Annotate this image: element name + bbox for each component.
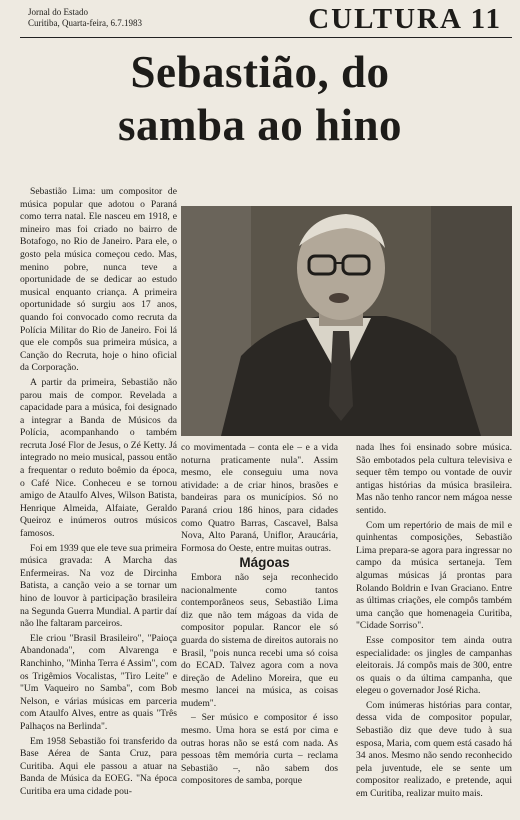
portrait-photo — [181, 206, 512, 436]
newspaper-name: Jornal do Estado — [28, 7, 88, 17]
paragraph: A partir da primeira, Sebastião não parou mais de compor. Revelada a capacidade para a música, foi designado a integrar a Banda de Músicos da Polícia, acompanhando o também recruta José Flor de Jesus, o Zé Ketty. Já integrado no meio musical, passou então a frequentar o reduto boêmio da época, o Café Nice. Conheceu e se tornou amigo de Ataulfo Alves, Wilson Batista, Henrique Almeida, Alfaiate, Geraldo Queiroz e inúmeros outros músicos famosos. — [20, 376, 177, 540]
subheading: Mágoas — [239, 555, 290, 571]
article-column-3 — [356, 442, 512, 820]
paragraph: Foi em 1939 que ele teve sua primeira música gravada: A Marcha das Enfermeiras. Na voz de Dircinha Batista, a canção veio a se tornar um hino de louvor à participação brasileira na Segunda Guerra Mundial. A partir daí não lhe faltaram parceiros. — [20, 542, 177, 630]
article-column-1 — [20, 186, 177, 820]
article-column-2 — [181, 442, 338, 820]
dateline: Curitiba, Quarta-feira, 6.7.1983 — [28, 18, 142, 28]
paragraph: co movimentada – conta ele – e a vida noturna praticamente nula". Assim mesmo, ele conseguiu uma nova atividade: a de criar hinos, brasões e bandeiras para os municípios. Só no Paraná criou 186 hinos, para cidades como Quatro Barras, Cascavel, Balsa Nova, Alto Paraná, Uniflor, Araucária, Formosa do Oeste, entre muitas outras. — [181, 442, 338, 554]
paragraph: Em 1958 Sebastião foi transferido da Base Aérea de Santa Cruz, para Curitiba. Aqui ele passou a atuar na Banda de Música da EOEG. "Na época Curitiba era uma cidade pou- — [20, 735, 177, 797]
paragraph: Ele criou "Brasil Brasileiro", "Paioça Abandonada", com Alvarenga e Ranchinho, "Minha Terra é Assim", com os Trigêmios Vocalistas, "Tiro Leite" e "Um Vaqueiro no Samba", com Bob Nelson, e várias músicas em parceria com Ataulfo Alves, entre as quais "Três Palhaços na Berlinda". — [20, 632, 177, 732]
headline — [20, 46, 500, 152]
masthead-left — [28, 7, 142, 29]
paragraph: Embora não seja reconhecido nacionalmente como tantos contemporâneos seus, Sebastião Lima diz que não tem mágoas da vida de compositor popular. Rancor ele só guarda do sistema de direitos autorais no Brasil, "pois nunca recebi uma só coisa do ECAD. Talvez agora com a nova direção de Adelino Moreira, que eu mesmo lancei na música, as coisas mudem". — [181, 571, 338, 709]
paragraph: Esse compositor tem ainda outra especialidade: os jingles de campanhas eleitorais. Já compôs mais de 300, entre os quais o da última campanha, que elegeu o governador José Richa. — [356, 634, 512, 697]
paragraph: nada lhes foi ensinado sobre música. São embotados pela cultura televisiva e sequer têm tempo ou vontade de ouvir antigas histórias da música brasileira. Mas não tenho rancor nem mágoa nesse sentido. — [356, 442, 512, 516]
paragraph: Com inúmeras histórias para contar, dessa vida de compositor popular, Sebastião diz que deve tudo à sua esposa, Maria, com quem está casado há 34 anos. Mesmo não sendo reconhecido pela juventude, ele se sente um compositor realizado, e pretende, aqui em Curitiba, realizar muito mais. — [356, 699, 512, 800]
headline-line-1: Sebastião, do — [130, 47, 390, 97]
section-title: CULTURA 11 — [308, 3, 502, 35]
paragraph: Com um repertório de mais de mil e quinhentas composições, Sebastião Lima prepara-se agora para ingressar no campo da música sertaneja. Tem algumas músicas já prontas para Rolando Boldrin e Ivan Graciano. Entre as últimas criações, ele compôs também uma canção que homenageia Curitiba, "Cidade Sorriso". — [356, 519, 512, 632]
paragraph: – Ser músico e compositor é isso mesmo. Uma hora se está por cima e outras horas não se está com nada. As pessoas têm memória curta – reclama Sebastião –, não sabem dos compositores de samba, porque — [181, 712, 338, 787]
paragraph: Sebastião Lima: um compositor de música popular que adotou o Paraná como terra natal. Ele nasceu em 1918, e mineiro mas foi criado no bairro de Botafogo, no Rio de Janeiro. Para ele, o gosto pela música começou cedo. Mas, menino pobre, nunca teve a oportunidade de se dedicar ao estudo musical enquanto criança. A primeira oportunidade só surgiu aos 17 anos, quando foi convocado como recruta da Polícia Militar do Rio de Janeiro. Foi lá que ele compôs sua primeira música, a Canção do Recruta, hoje o hino oficial da Corporação. — [20, 186, 177, 374]
header-rule — [20, 37, 512, 38]
headline-line-2: samba ao hino — [117, 100, 403, 150]
